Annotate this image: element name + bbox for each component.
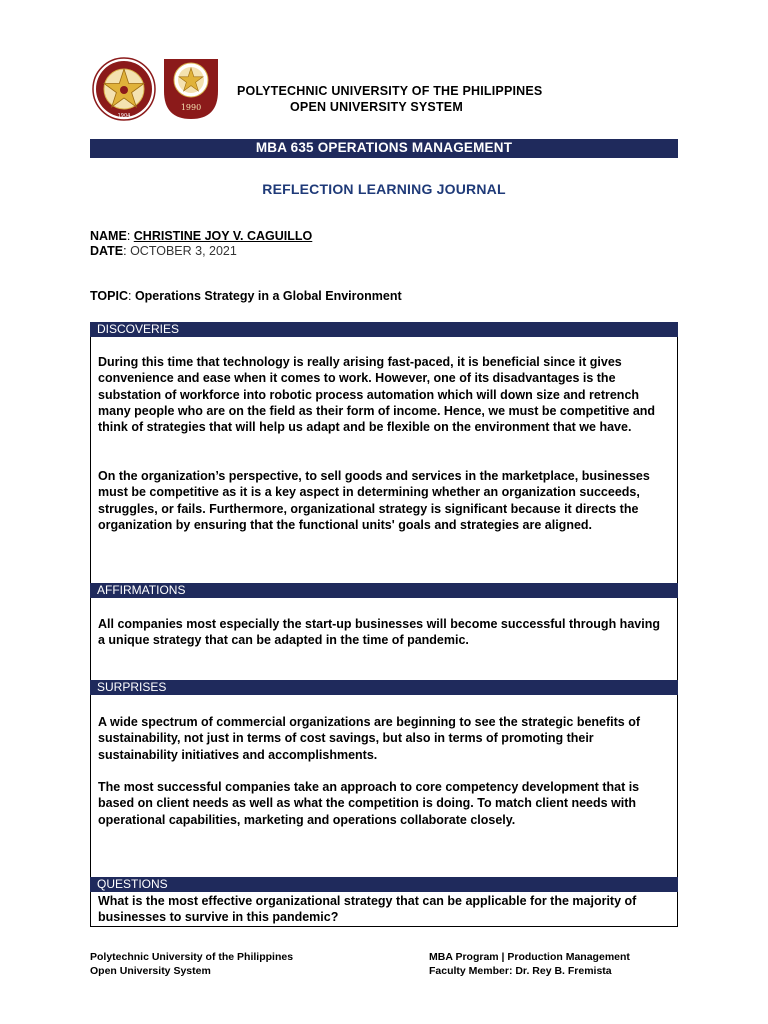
affirmations-paragraph: All companies most especially the start-up businesses will become successful through having a unique strategy that can be adapted in the time of pandemic. <box>98 617 660 648</box>
surprises-paragraph-1: A wide spectrum of commercial organizations are beginning to see the strategic benefits of sustainability, not just in terms of cost savings, but also in terms of promoting their sustainability initiatives and accomplishments. <box>98 715 641 762</box>
questions-header <box>90 877 678 892</box>
affirmations-box <box>90 598 678 681</box>
surprises-header <box>90 680 678 695</box>
footer-right-line-1: MBA Program | Production Management <box>429 951 630 963</box>
date-colon: : <box>123 244 131 258</box>
journal-title: REFLECTION LEARNING JOURNAL <box>262 181 506 197</box>
surprises-paragraph-2: The most successful companies take an approach to core competency development that is based on client needs as well as what the competition is doing. To match client needs with operational capabilities, marketing and operations collaborate closely. <box>98 780 640 827</box>
affirmations-header <box>90 583 678 598</box>
discoveries-paragraph-1: During this time that technology is really arising fast-paced, it is beneficial since it gives convenience and ease when it comes to work. However, one of its disadvantages is the substation of workforce into robotic process automation which will down size and retrench many people who are on the field as their form of income. Hence, we must be competitive and think of strategies that will help us adapt and be flexible on the environment that we have. <box>98 355 656 435</box>
questions-label: QUESTIONS <box>97 877 168 891</box>
date-field <box>90 244 237 258</box>
discoveries-header <box>90 322 678 337</box>
surprises-label: SURPRISES <box>97 680 167 694</box>
topic-line <box>90 289 402 303</box>
name-field <box>90 229 312 243</box>
shield-year-text: 1990 <box>180 103 202 112</box>
university-system: OPEN UNIVERSITY SYSTEM <box>290 100 463 114</box>
date-value: OCTOBER 3, 2021 <box>130 244 237 258</box>
topic-colon: : <box>127 289 135 303</box>
topic-label: TOPIC <box>90 289 128 303</box>
university-name: POLYTECHNIC UNIVERSITY OF THE PHILIPPINES <box>237 84 543 98</box>
footer-right <box>429 950 630 978</box>
topic-value: Operations Strategy in a Global Environment <box>134 289 402 303</box>
footer-right-line-2: Faculty Member: Dr. Rey B. Fremista <box>429 965 612 977</box>
discoveries-box <box>90 337 678 584</box>
surprises-box <box>90 695 678 878</box>
questions-box <box>90 892 678 927</box>
seal-year-text: 1904 <box>117 113 131 119</box>
name-value: CHRISTINE JOY V. CAGUILLO <box>133 229 313 243</box>
date-label: DATE <box>90 244 124 258</box>
course-title: MBA 635 OPERATIONS MANAGEMENT <box>255 140 513 155</box>
footer-left <box>90 950 293 978</box>
footer-left-line-1: Polytechnic University of the Philippines <box>90 951 294 963</box>
affirmations-label: AFFIRMATIONS <box>97 583 186 597</box>
footer-left-line-2: Open University System <box>90 965 211 977</box>
course-title-bar <box>90 139 678 158</box>
discoveries-paragraph-2: On the organization’s perspective, to sell goods and services in the marketplace, businesses must be competitive as it is a key aspect in determining whether an organization succeeds, struggles, or fails. Furthermore, organizational strategy is significant because it directs the organization by ensuring that the functional units' goals and strategies are aligned. <box>98 469 650 532</box>
name-colon: : <box>126 229 134 243</box>
questions-paragraph: What is the most effective organizational strategy that can be applicable for the majority of businesses to survive in this pandemic? <box>98 894 637 925</box>
ous-shield-logo <box>162 57 220 121</box>
pup-seal-logo <box>92 57 156 121</box>
name-label: NAME <box>90 229 127 243</box>
discoveries-label: DISCOVERIES <box>97 322 180 336</box>
